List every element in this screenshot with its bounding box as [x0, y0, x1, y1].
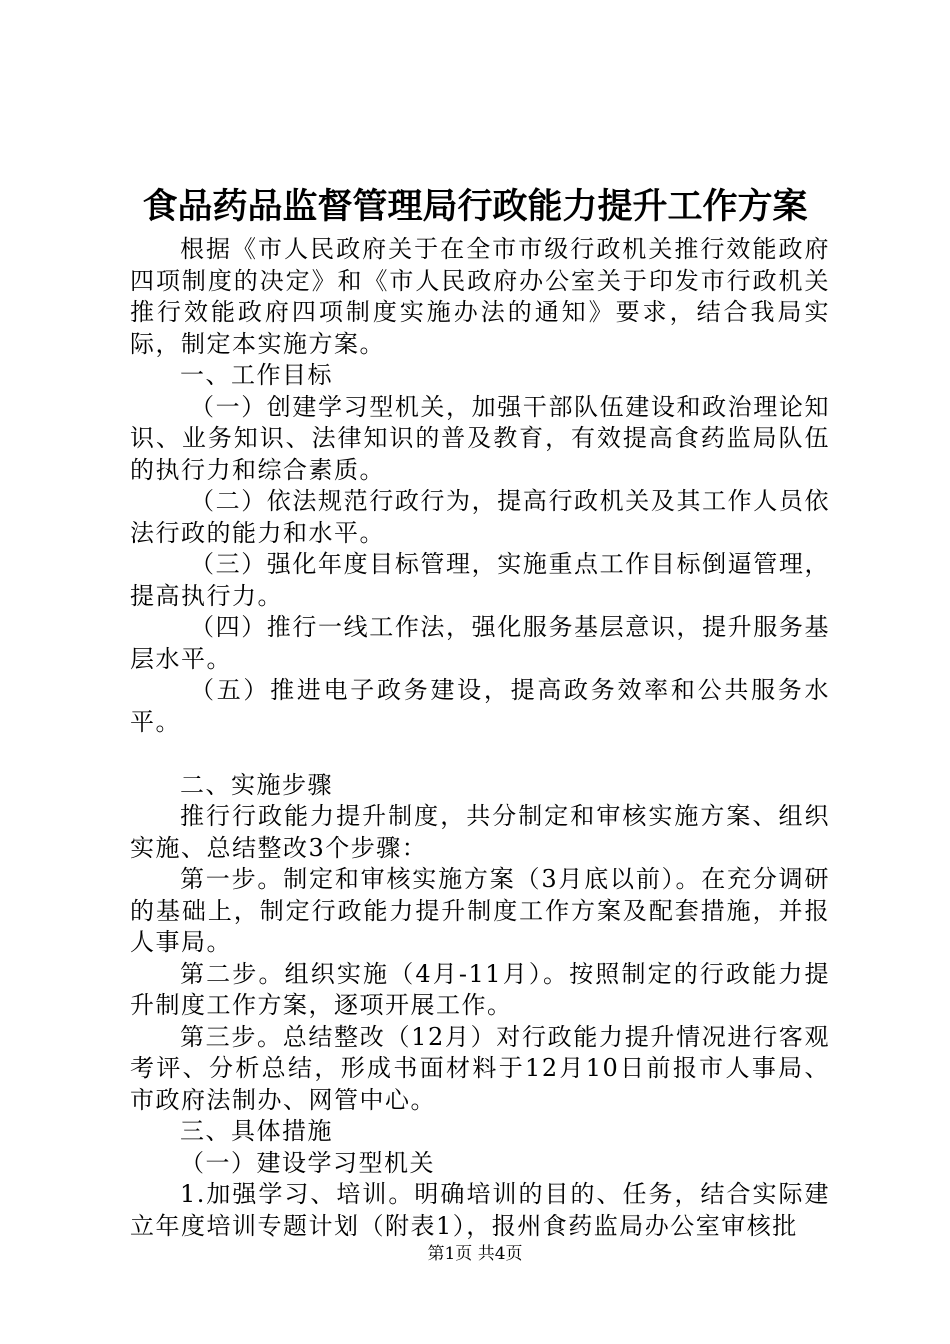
- step-2: 第二步。组织实施（4月-11月）。按照制定的行政能力提升制度工作方案，逐项开展工作。: [130, 959, 830, 1019]
- document-body: [130, 234, 830, 1242]
- section-heading-steps: 二、实施步骤: [180, 770, 333, 799]
- measure-item-1: 1.加强学习、培训。明确培训的目的、任务，结合实际建立年度培训专题计划（附表1），报州食药监局办公室审核批: [130, 1180, 830, 1240]
- step-3: 第三步。总结整改（12月）对行政能力提升情况进行客观考评、分析总结，形成书面材料于12月10日前报市人事局、市政府法制办、网管中心。: [130, 1022, 830, 1114]
- goal-item-4: （四）推行一线工作法，强化服务基层意识，提升服务基层水平。: [130, 613, 830, 673]
- measure-subheading-1: （一）建设学习型机关: [180, 1148, 435, 1177]
- paragraph-gap: [130, 738, 830, 770]
- steps-intro: 推行行政能力提升制度，共分制定和审核实施方案、组织实施、总结整改3个步骤：: [130, 802, 830, 862]
- goal-item-2: （二）依法规范行政行为，提高行政机关及其工作人员依法行政的能力和水平。: [130, 487, 830, 547]
- section-heading-goals: 一、工作目标: [180, 361, 333, 389]
- goal-item-1: （一）创建学习型机关，加强干部队伍建设和政治理论知识、业务知识、法律知识的普及教育，有效提高食药监局队伍的执行力和综合素质。: [130, 392, 830, 484]
- section-heading-measures: 三、具体措施: [180, 1117, 333, 1145]
- step-1: 第一步。制定和审核实施方案（3月底以前）。在充分调研的基础上，制定行政能力提升制度工作方案及配套措施，并报人事局。: [130, 865, 830, 956]
- page-number-footer: 第1页 共4页: [427, 1244, 523, 1264]
- goal-item-3: （三）强化年度目标管理，实施重点工作目标倒逼管理，提高执行力。: [130, 550, 830, 610]
- document-title: 食品药品监督管理局行政能力提升工作方案: [142, 186, 808, 227]
- intro-paragraph: 根据《市人民政府关于在全市市级行政机关推行效能政府四项制度的决定》和《市人民政府办公室关于印发市行政机关推行效能政府四项制度实施办法的通知》要求，结合我局实际，制定本实施方案。: [130, 235, 830, 358]
- goal-item-5: （五）推进电子政务建设，提高政务效率和公共服务水平。: [130, 676, 830, 736]
